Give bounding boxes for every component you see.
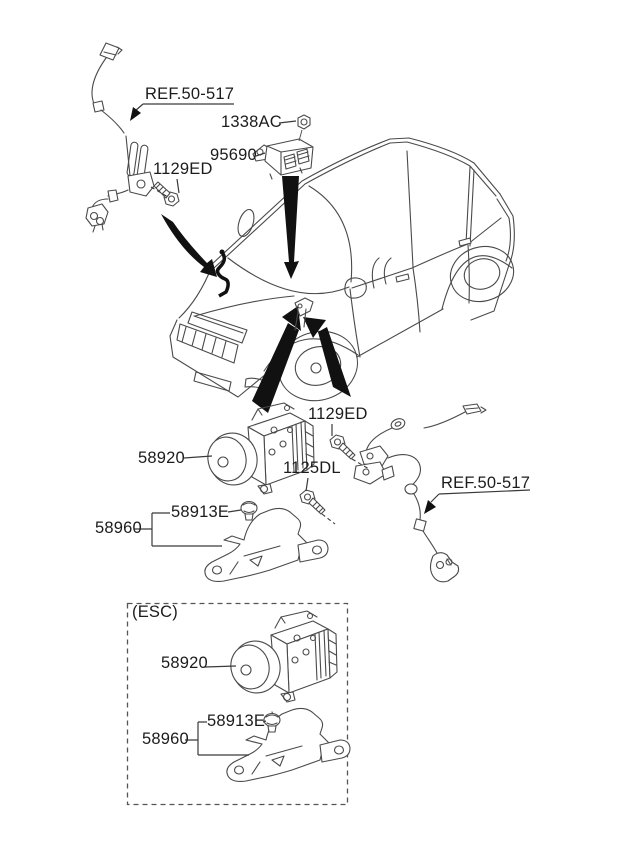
label-bolt-rear: 1129ED [308,405,368,423]
sensor-head [431,553,459,582]
door-handle [396,274,409,282]
label-bolt-bracket: 1125DL [283,459,341,477]
label-esc-caption: (ESC) [132,603,178,621]
arrow-yaw-sensor-location [282,176,299,279]
ref-front-arrowhead [130,107,141,121]
bolt-bracket-icon [300,490,325,514]
label-ref-rear: REF.50-517 [441,474,531,492]
label-nut-1338ac: 1338AC [221,113,282,131]
label-grommet-main: 58913E [171,503,230,521]
grommet-main [241,502,257,521]
door-handle [459,238,471,246]
bolt-rear-icon [330,435,355,459]
label-sensor-95690: 95690 [210,146,257,164]
far-mirror [235,208,257,239]
ref-rear-arrowhead [424,500,436,514]
label-grommet-esc: 58913E [207,712,266,730]
near-mirror [345,278,366,298]
label-bracket-main: 58960 [95,519,142,537]
label-bracket-esc: 58960 [142,730,189,748]
front-wheel-sensor [86,43,154,232]
arrow-module-location [252,323,299,413]
sensor-mounting-nut [298,115,310,141]
yaw-rate-sensor [253,139,313,179]
location-arrows [161,176,351,413]
hydraulic-module-esc [227,611,337,702]
label-module-main: 58920 [138,449,185,467]
label-module-esc: 58920 [161,654,208,672]
label-bolt-front: 1129ED [153,160,213,178]
harness-route-detail [218,252,229,296]
esc-group-box [128,604,351,805]
bolt-front-icon [154,182,179,206]
vehicle-illustration [170,138,521,411]
hydraulic-module-main [204,403,314,494]
arrow-front-sensor-location [161,214,217,277]
arrow-rear-location [318,327,351,397]
label-ref-front: REF.50-517 [145,85,235,103]
